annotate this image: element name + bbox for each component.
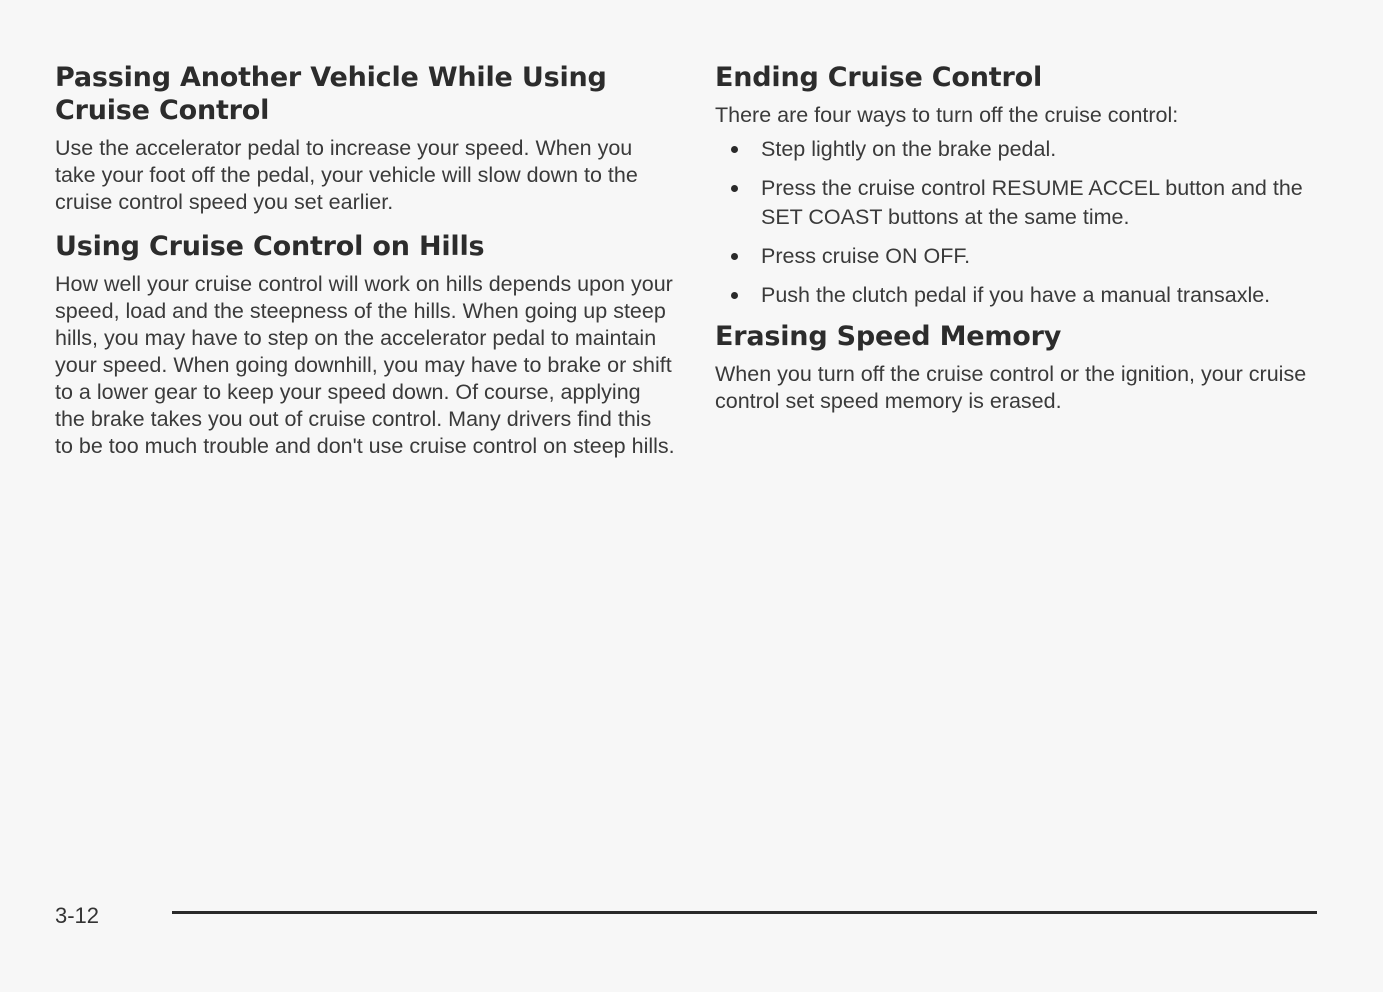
heading-passing-vehicle: Passing Another Vehicle While Using Cruise Control — [55, 62, 607, 126]
bullet-dot-icon — [731, 185, 738, 192]
heading-cruise-hills: Using Cruise Control on Hills — [55, 231, 485, 262]
bullet-dot-icon — [731, 253, 738, 260]
paragraph-passing-vehicle: Use the accelerator pedal to increase your speed. When you take your foot off the pedal, your vehicle will slow down to the cruise control speed you set earlier. — [55, 136, 638, 214]
list-item-text: Push the clutch pedal if you have a manual transaxle. — [761, 283, 1271, 307]
bullet-dot-icon — [731, 292, 738, 299]
paragraph-cruise-hills: How well your cruise control will work on hills depends upon your speed, load and the steepness of the hills. When going up steep hills, you may have to step on the accelerator pedal to maintain your speed. When going downhill, you may have to brake or shift to a lower gear to keep your speed down. Of course, applying the brake takes you out of cruise control. Many drivers find this to be too much trouble and don't use cruise control on steep hills. — [55, 272, 675, 458]
heading-erasing-memory: Erasing Speed Memory — [715, 321, 1062, 352]
bullet-dot-icon — [731, 146, 738, 153]
right-column — [715, 58, 1325, 415]
list-item — [715, 281, 1325, 310]
heading-ending-cruise: Ending Cruise Control — [715, 62, 1042, 93]
list-item-text: Press the cruise control RESUME ACCEL button and the SET COAST buttons at the same time. — [761, 176, 1303, 229]
list-item-text: Step lightly on the brake pedal. — [761, 137, 1057, 161]
left-column — [55, 58, 675, 460]
list-item — [715, 242, 1325, 271]
paragraph-erasing-memory: When you turn off the cruise control or the ignition, your cruise control set speed memory is erased. — [715, 362, 1307, 413]
list-item-text: Press cruise ON OFF. — [761, 244, 971, 268]
list-item — [715, 174, 1325, 232]
footer-divider — [172, 911, 1317, 914]
list-item — [715, 135, 1325, 164]
ending-methods-list — [715, 135, 1325, 310]
page-number: 3-12 — [55, 903, 100, 928]
paragraph-ending-intro: There are four ways to turn off the cruise control: — [715, 103, 1179, 127]
